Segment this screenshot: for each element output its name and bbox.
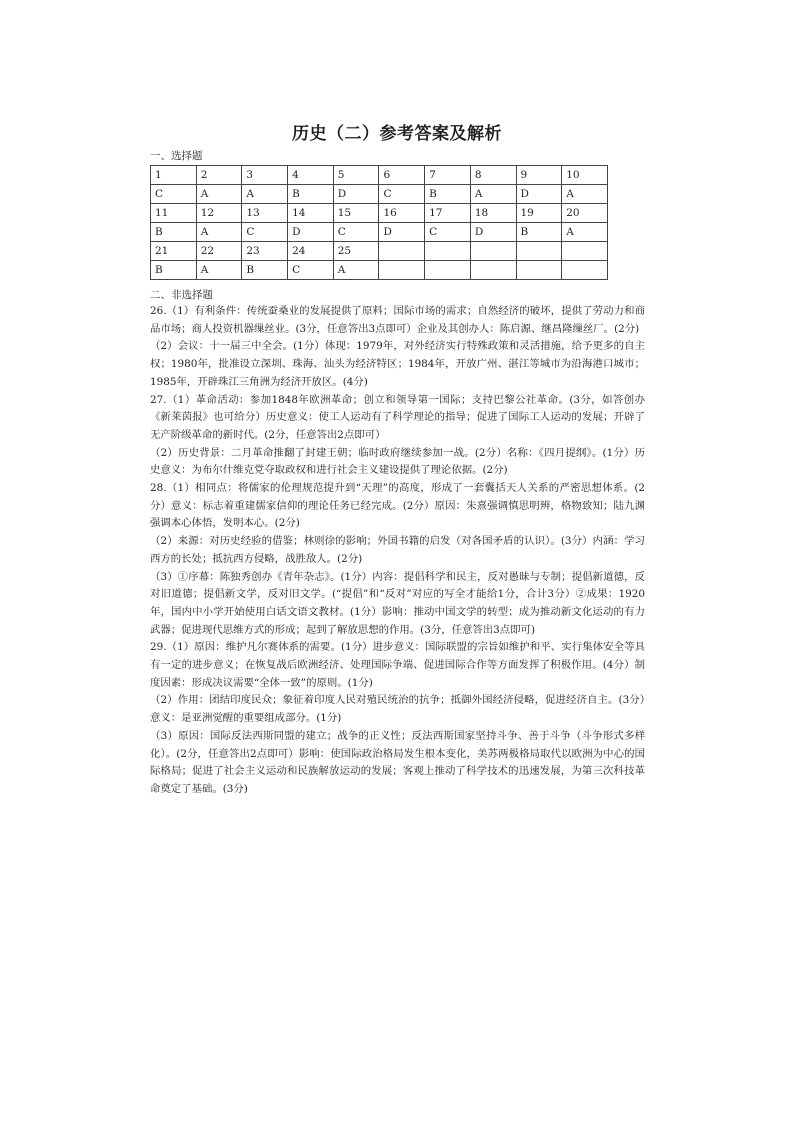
table-cell bbox=[425, 242, 471, 261]
table-cell: 4 bbox=[288, 166, 334, 185]
table-cell: A bbox=[242, 185, 288, 204]
table-cell: A bbox=[562, 223, 608, 242]
answer-paragraph: 26.（1）有利条件：传统蚕桑业的发展提供了原料；国际市场的需求；自然经济的破坏，提供了劳动力和商品市场；商人投资机器缫丝业。(3分，任意答出3点即可）企业及其创办人：陈启源、继昌隆缫丝厂。(2分) bbox=[150, 305, 645, 335]
section-heading-choice: 一、选择题 bbox=[150, 150, 203, 162]
table-cell: B bbox=[425, 185, 471, 204]
table-cell: B bbox=[151, 261, 197, 280]
table-cell: 24 bbox=[288, 242, 334, 261]
table-cell: D bbox=[333, 185, 379, 204]
table-cell: B bbox=[516, 223, 562, 242]
table-cell bbox=[470, 242, 516, 261]
table-cell bbox=[379, 261, 425, 280]
table-cell: C bbox=[379, 185, 425, 204]
table-cell: 14 bbox=[288, 204, 334, 223]
table-cell: 18 bbox=[470, 204, 516, 223]
table-cell: A bbox=[196, 185, 242, 204]
table-cell: D bbox=[516, 185, 562, 204]
answer-paragraph: （3）原因：国际反法西斯同盟的建立；战争的正义性；反法西斯国家坚持斗争、善于斗争（斗争形式多样化）。(2分，任意答出2点即可）影响：使国际政治格局发生根本变化，美苏两极格局取代以欧洲为中心的国际格局；促进了社会主义运动和民族解放运动的发展；客观上推动了科学技术的迅速发展，为第三次科技革命奠定了基础。(3分) bbox=[150, 729, 645, 795]
answer-table bbox=[150, 165, 608, 280]
table-cell: 20 bbox=[562, 204, 608, 223]
table-cell: 15 bbox=[333, 204, 379, 223]
table-cell: 8 bbox=[470, 166, 516, 185]
table-cell: 11 bbox=[151, 204, 197, 223]
table-cell: A bbox=[470, 185, 516, 204]
table-cell: C bbox=[425, 223, 471, 242]
table-cell: C bbox=[288, 261, 334, 280]
table-cell: A bbox=[196, 261, 242, 280]
table-row bbox=[151, 204, 608, 223]
table-cell: 22 bbox=[196, 242, 242, 261]
table-cell bbox=[516, 242, 562, 261]
table-row bbox=[151, 223, 608, 242]
page-title: 历史（二）参考答案及解析 bbox=[292, 124, 502, 144]
table-cell: 21 bbox=[151, 242, 197, 261]
table-row bbox=[151, 185, 608, 204]
table-cell: 16 bbox=[379, 204, 425, 223]
table-cell: B bbox=[242, 261, 288, 280]
table-cell: 25 bbox=[333, 242, 379, 261]
table-cell bbox=[470, 261, 516, 280]
table-cell bbox=[516, 261, 562, 280]
answer-paragraph: （2）作用：团结印度民众；象征着印度人民对殖民统治的抗争；抵御外国经济侵略，促进经济自主。(3分）意义：是亚洲觉醒的重要组成部分。(1分) bbox=[150, 694, 645, 725]
table-cell: 10 bbox=[562, 166, 608, 185]
table-cell: 13 bbox=[242, 204, 288, 223]
table-cell: B bbox=[288, 185, 334, 204]
answer-paragraph: （3）①序幕：陈独秀创办《青年杂志》。(1分）内容：提倡科学和民主，反对愚昧与专制；提倡新道德，反对旧道德；提倡新文学，反对旧文学。(“提倡”和“反对”对应的写全才能给1分，合计3分）②成果：1920年，国内中小学开始使用白话文语文教材。(1分）影响：推动中国文学的转型；成为推动新文化运动的有力武器；促进现代思维方式的形成；起到了解放思想的作用。(3分，任意答出3点即可) bbox=[150, 570, 645, 636]
table-cell: 19 bbox=[516, 204, 562, 223]
table-row bbox=[151, 242, 608, 261]
table-cell: 17 bbox=[425, 204, 471, 223]
table-cell: 5 bbox=[333, 166, 379, 185]
answer-paragraph: 28.（1）相同点：将儒家的伦理规范提升到“天理”的高度，形成了一套囊括天人关系的严密思想体系。(2分）意义：标志着重建儒家信仰的理论任务已经完成。(2分）原因：朱熹强调慎思明辨，格物致知；陆九渊强调本心体悟，发明本心。(2分) bbox=[150, 482, 645, 530]
table-cell bbox=[425, 261, 471, 280]
answer-paragraph: （2）历史背景：二月革命推翻了封建王朝；临时政府继续参加一战。(2分）名称：《四月提纲》。(1分）历史意义：为布尔什维克党夺取政权和进行社会主义建设提供了理论依据。(2分) bbox=[150, 446, 645, 477]
table-cell: 9 bbox=[516, 166, 562, 185]
answer-paragraph: 27.（1）革命活动：参加1848年欧洲革命；创立和领导第一国际；支持巴黎公社革命。(3分，如答创办《新莱茵报》也可给分）历史意义：使工人运动有了科学理论的指导；促进了国际工人运动的发展；开辟了无产阶级革命的新时代。(2分，任意答出2点即可） bbox=[150, 393, 645, 441]
table-cell: 2 bbox=[196, 166, 242, 185]
table-cell: D bbox=[288, 223, 334, 242]
answer-paragraph: （2）会议：十一届三中全会。(1分）体现：1979年，对外经济实行特殊政策和灵活措施，给予更多的自主权；1980年，批准设立深圳、珠海、汕头为经济特区；1984年，开放广州、湛江等城市为沿海港口城市；1985年，开辟珠江三角洲为经济开放区。(4分) bbox=[150, 340, 645, 388]
table-cell: 6 bbox=[379, 166, 425, 185]
table-cell: A bbox=[562, 185, 608, 204]
table-cell: A bbox=[333, 261, 379, 280]
table-cell: 1 bbox=[151, 166, 197, 185]
table-cell: C bbox=[151, 185, 197, 204]
table-cell: 3 bbox=[242, 166, 288, 185]
table-row bbox=[151, 261, 608, 280]
table-cell: D bbox=[470, 223, 516, 242]
table-cell: C bbox=[242, 223, 288, 242]
table-cell bbox=[562, 261, 608, 280]
answer-paragraph: （2）来源：对历史经验的借鉴；林则徐的影响；外国书籍的启发（对各国矛盾的认识）。(3分）内涵：学习西方的长处；抵抗西方侵略，战胜敌人。(2分) bbox=[150, 535, 645, 565]
section-heading-non-choice: 二、非选择题 bbox=[150, 289, 213, 301]
table-cell: A bbox=[196, 223, 242, 242]
table-cell: D bbox=[379, 223, 425, 242]
table-cell bbox=[562, 242, 608, 261]
answer-explanations bbox=[150, 303, 645, 799]
table-row bbox=[151, 166, 608, 185]
table-cell: 12 bbox=[196, 204, 242, 223]
table-cell: 7 bbox=[425, 166, 471, 185]
table-cell: 23 bbox=[242, 242, 288, 261]
table-cell bbox=[379, 242, 425, 261]
answer-paragraph: 29.（1）原因：维护凡尔赛体系的需要。(1分）进步意义：国际联盟的宗旨如维护和平、实行集体安全等具有一定的进步意义；在恢复战后欧洲经济、处理国际争端、促进国际合作等方面发挥了积极作用。(4分）制度因素：形成决议需要“全体一致”的原则。(1分) bbox=[150, 641, 645, 689]
table-cell: B bbox=[151, 223, 197, 242]
table-cell: C bbox=[333, 223, 379, 242]
